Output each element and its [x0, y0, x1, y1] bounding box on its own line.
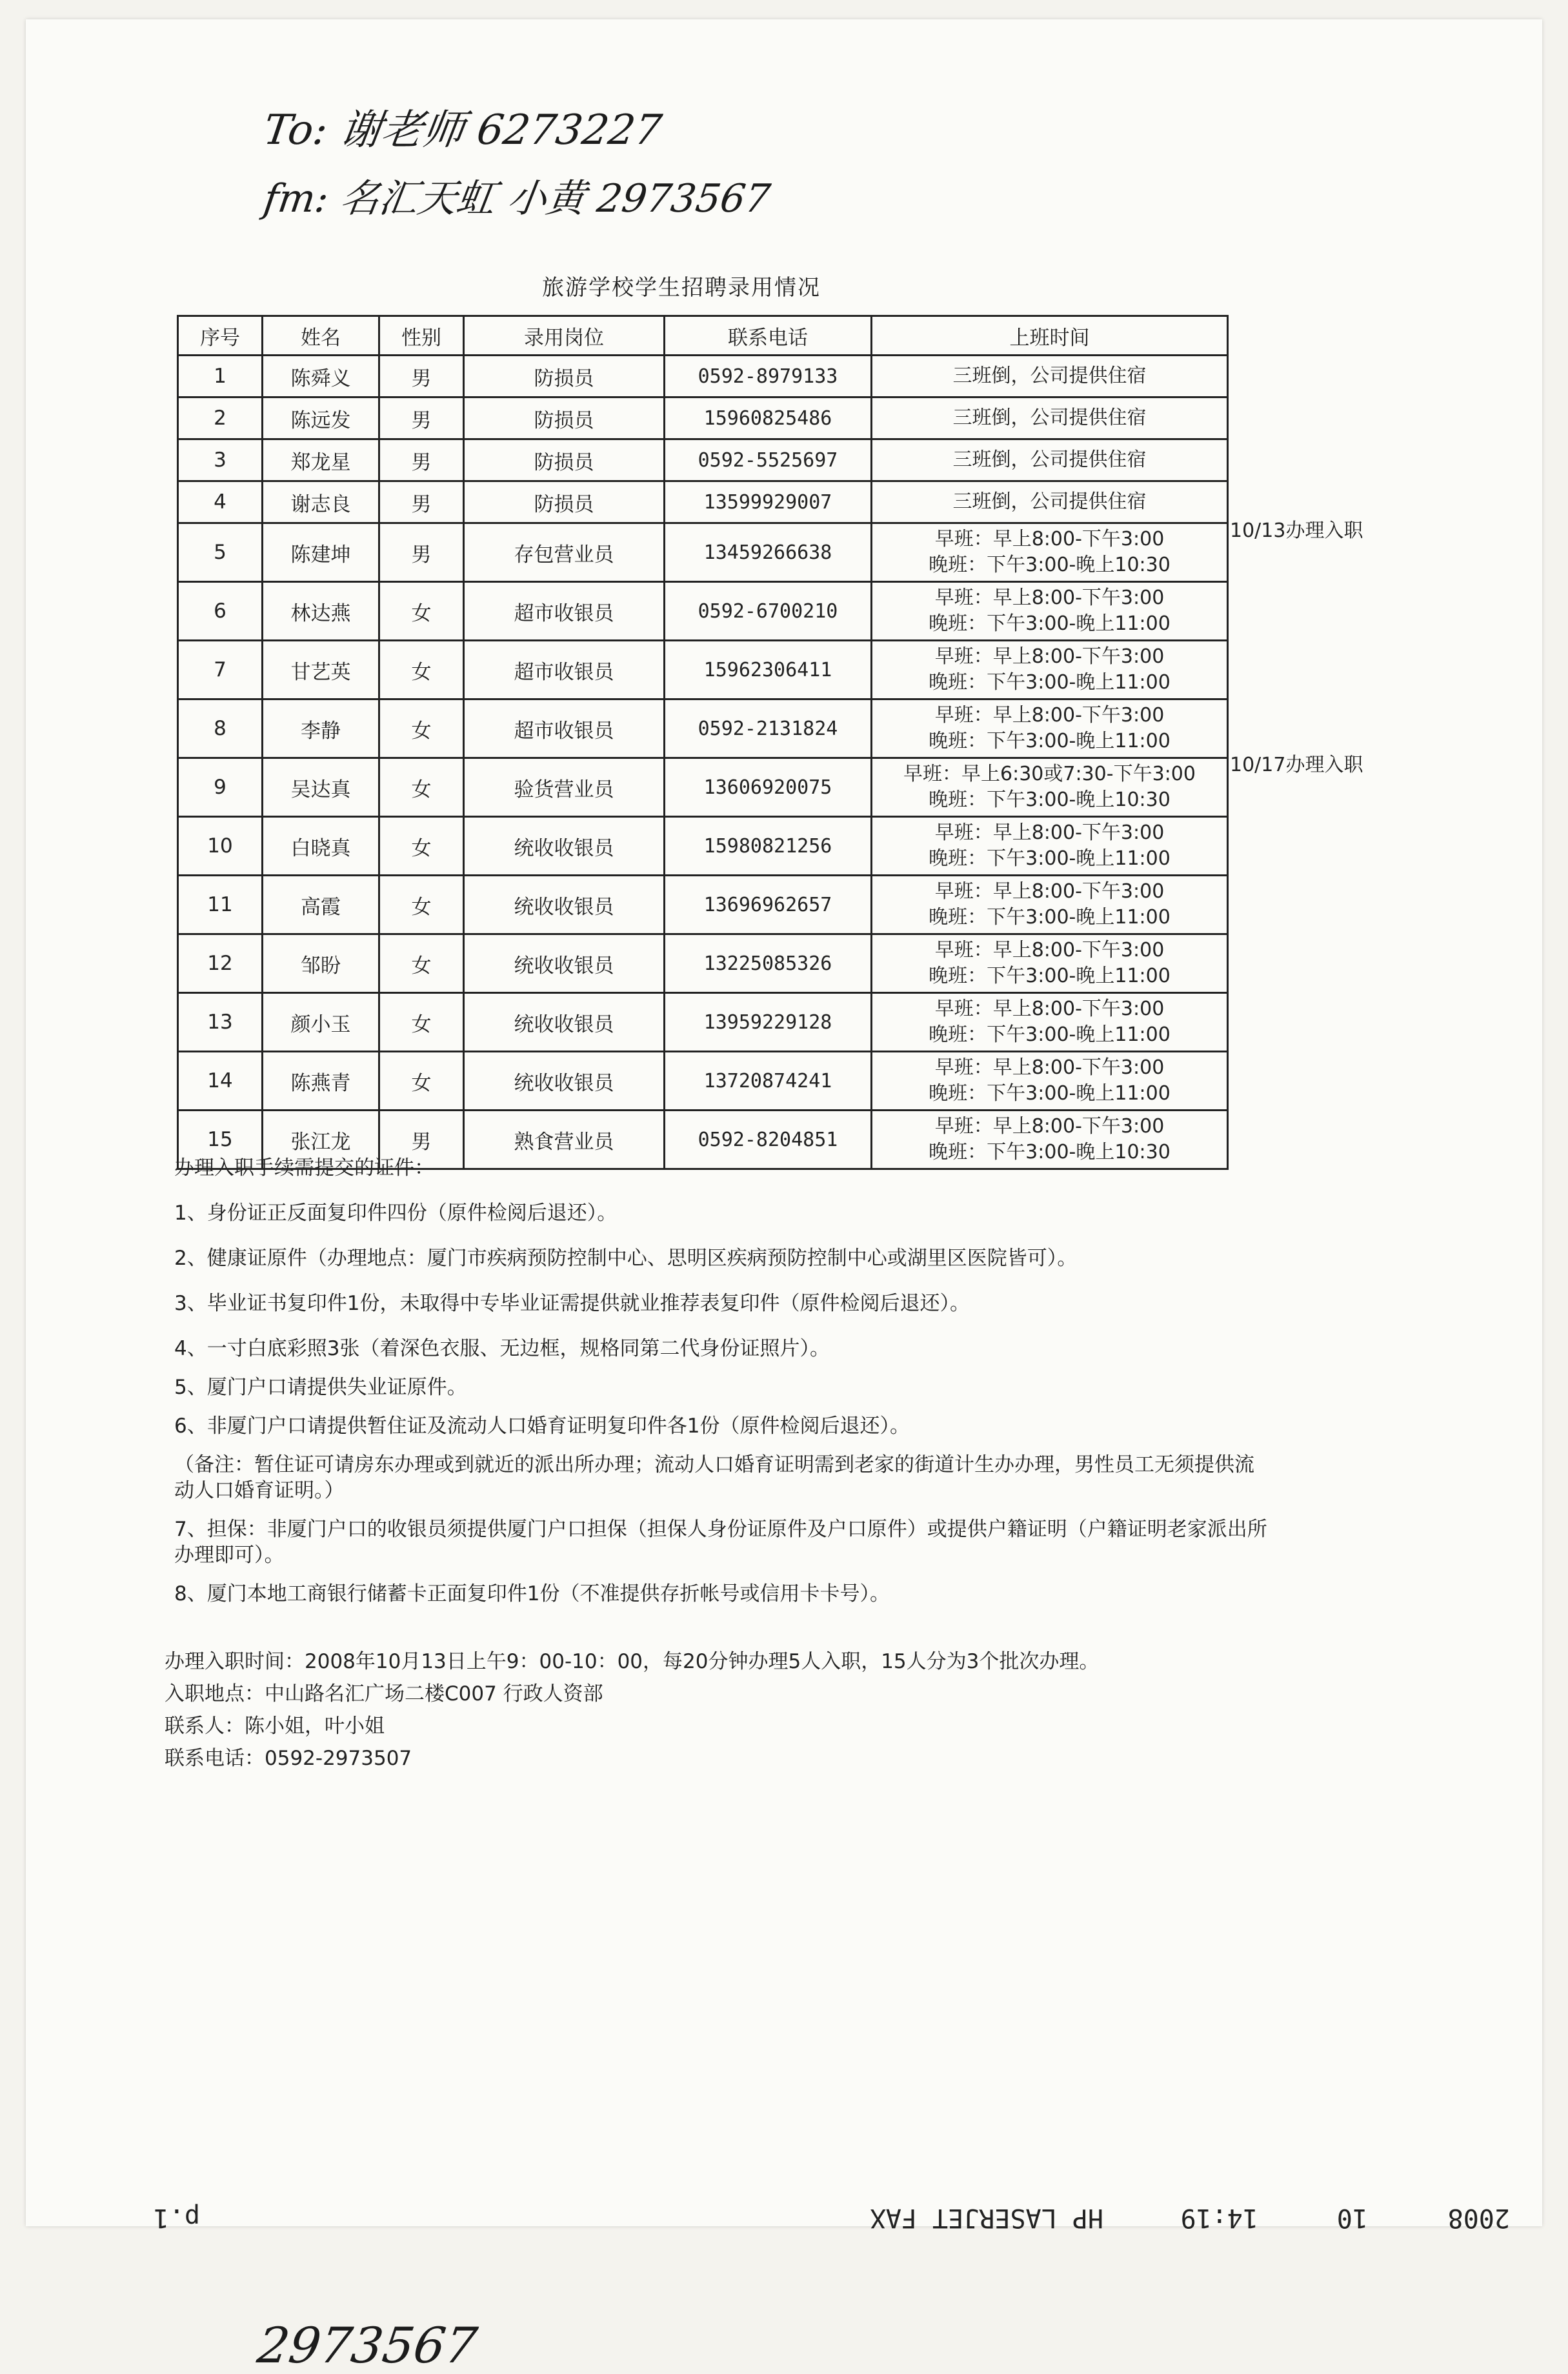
document-title: 旅游学校学生招聘录用情况: [542, 275, 821, 301]
cell-index: 11: [178, 876, 263, 934]
requirements-heading: 办理入职手续需提交的证件：: [174, 1156, 434, 1180]
cell-phone: 15960825486: [665, 397, 872, 439]
cell-index: 5: [178, 523, 263, 582]
cell-shift: 早班：早上8:00-下午3:00 晚班：下午3:00-晚上11:00: [872, 1052, 1228, 1111]
cell-position: 统收收银员: [464, 934, 665, 993]
fax-year: 2008: [1447, 2203, 1510, 2233]
requirement-item: 1、身份证正反面复印件四份（原件检阅后退还）。: [174, 1202, 618, 1225]
cell-phone: 13696962657: [665, 876, 872, 934]
cell-name: 陈燕青: [263, 1052, 379, 1111]
cell-position: 防损员: [464, 397, 665, 439]
cell-index: 4: [178, 481, 263, 523]
table-header-row: [178, 316, 1228, 356]
cell-gender: 女: [379, 817, 464, 876]
cell-index: 15: [178, 1111, 263, 1169]
cell-phone: 13959229128: [665, 993, 872, 1052]
header-name: 姓名: [263, 316, 379, 356]
cell-position: 统收收银员: [464, 817, 665, 876]
cell-gender: 男: [379, 356, 464, 397]
cell-index: 12: [178, 934, 263, 993]
header-shift: 上班时间: [872, 316, 1228, 356]
cell-shift: 早班：早上8:00-下午3:00 晚班：下午3:00-晚上11:00: [872, 582, 1228, 641]
cell-phone: 13720874241: [665, 1052, 872, 1111]
table-row: [178, 397, 1228, 439]
cell-name: 陈远发: [263, 397, 379, 439]
cell-phone: 0592-2131824: [665, 699, 872, 758]
cell-name: 张江龙: [263, 1111, 379, 1169]
cell-phone: 13599929007: [665, 481, 872, 523]
cell-index: 7: [178, 641, 263, 699]
table-row: [178, 582, 1228, 641]
cell-shift: 早班：早上8:00-下午3:00 晚班：下午3:00-晚上11:00: [872, 876, 1228, 934]
cell-phone: 0592-6700210: [665, 582, 872, 641]
requirement-item: 2、健康证原件（办理地点：厦门市疾病预防控制中心、思明区疾病预防控制中心或湖里区医院皆可）。: [174, 1247, 1078, 1270]
cell-name: 陈舜义: [263, 356, 379, 397]
cell-position: 防损员: [464, 439, 665, 481]
cell-position: 熟食营业员: [464, 1111, 665, 1169]
cell-name: 李静: [263, 699, 379, 758]
fax-time: 14:19: [1180, 2203, 1258, 2233]
requirement-item: 4、一寸白底彩照3张（着深色衣服、无边框，规格同第二代身份证照片）。: [174, 1337, 830, 1360]
table-row: [178, 934, 1228, 993]
cell-phone: 13459266638: [665, 523, 872, 582]
fax-footer: [90, 2194, 1510, 2233]
cell-name: 陈建坤: [263, 523, 379, 582]
handwritten-recipient: To: 谢老师 6273227: [260, 106, 665, 154]
cell-phone: 0592-5525697: [665, 439, 872, 481]
cell-gender: 女: [379, 993, 464, 1052]
cell-gender: 男: [379, 439, 464, 481]
requirement-note: （备注：暂住证可请房东办理或到就近的派出所办理；流动人口婚育证明需到老家的街道计生办办理，男性员工无须提供流动人口婚育证明。）: [174, 1453, 1254, 1502]
cell-position: 防损员: [464, 356, 665, 397]
cell-shift: 早班：早上8:00-下午3:00 晚班：下午3:00-晚上10:30: [872, 523, 1228, 582]
onboarding-phone: 联系电话：0592-2973507: [165, 1747, 412, 1770]
cell-shift: 早班：早上8:00-下午3:00 晚班：下午3:00-晚上10:30: [872, 1111, 1228, 1169]
table-body: [178, 356, 1228, 1169]
cell-shift: 早班：早上6:30或7:30-下午3:00 晚班：下午3:00-晚上10:30: [872, 758, 1228, 817]
cell-gender: 男: [379, 481, 464, 523]
header-position: 录用岗位: [464, 316, 665, 356]
onboarding-contact: 联系人：陈小姐，叶小姐: [165, 1715, 385, 1738]
header-gender: 性别: [379, 316, 464, 356]
cell-position: 验货营业员: [464, 758, 665, 817]
cell-gender: 男: [379, 397, 464, 439]
requirement-item: 5、厦门户口请提供失业证原件。: [174, 1376, 467, 1399]
cell-gender: 女: [379, 934, 464, 993]
requirement-item: 3、毕业证书复印件1份，未取得中专毕业证需提供就业推荐表复印件（原件检阅后退还）。: [174, 1292, 970, 1315]
cell-shift: 早班：早上8:00-下午3:00 晚班：下午3:00-晚上11:00: [872, 993, 1228, 1052]
cell-position: 统收收银员: [464, 993, 665, 1052]
cell-shift: 三班倒，公司提供住宿: [872, 397, 1228, 439]
fax-page: [26, 19, 1542, 2374]
cell-position: 超市收银员: [464, 699, 665, 758]
cell-position: 统收收银员: [464, 1052, 665, 1111]
cell-gender: 女: [379, 1052, 464, 1111]
cell-shift: 三班倒，公司提供住宿: [872, 481, 1228, 523]
cell-position: 防损员: [464, 481, 665, 523]
cell-position: 统收收银员: [464, 876, 665, 934]
table-row: [178, 817, 1228, 876]
requirement-item: 7、担保：非厦门户口的收银员须提供厦门户口担保（担保人身份证原件及户口原件）或提供户籍证明（户籍证明老家派出所办理即可）。: [174, 1518, 1267, 1567]
fax-date: 10: [1336, 2203, 1368, 2233]
cell-name: 白晓真: [263, 817, 379, 876]
cell-index: 3: [178, 439, 263, 481]
cell-gender: 女: [379, 876, 464, 934]
cell-index: 9: [178, 758, 263, 817]
cell-gender: 男: [379, 1111, 464, 1169]
onboarding-time: 办理入职时间：2008年10月13日上午9：00-10：00，每20分钟办理5人入职，15人分为3个批次办理。: [165, 1650, 1100, 1673]
requirement-item: 8、厦门本地工商银行储蓄卡正面复印件1份（不准提供存折帐号或信用卡卡号）。: [174, 1582, 890, 1605]
cell-phone: 13225085326: [665, 934, 872, 993]
cell-shift: 三班倒，公司提供住宿: [872, 439, 1228, 481]
cell-shift: 早班：早上8:00-下午3:00 晚班：下午3:00-晚上11:00: [872, 641, 1228, 699]
onboarding-location: 入职地点：中山路名汇广场二楼C007 行政人资部: [165, 1682, 603, 1705]
table-row: [178, 356, 1228, 397]
requirement-item: 6、非厦门户口请提供暂住证及流动人口婚育证明复印件各1份（原件检阅后退还）。: [174, 1414, 910, 1438]
cell-gender: 女: [379, 582, 464, 641]
cell-shift: 早班：早上8:00-下午3:00 晚班：下午3:00-晚上11:00: [872, 934, 1228, 993]
cell-index: 10: [178, 817, 263, 876]
cell-position: 超市收银员: [464, 641, 665, 699]
cell-phone: 13606920075: [665, 758, 872, 817]
cell-name: 邹盼: [263, 934, 379, 993]
cell-name: 甘艺英: [263, 641, 379, 699]
header-index: 序号: [178, 316, 263, 356]
cell-index: 8: [178, 699, 263, 758]
table-row: [178, 758, 1228, 817]
cell-name: 高霞: [263, 876, 379, 934]
cell-index: 13: [178, 993, 263, 1052]
fax-page-number: p.1: [153, 2203, 200, 2233]
cell-index: 14: [178, 1052, 263, 1111]
table-row: [178, 481, 1228, 523]
header-phone: 联系电话: [665, 316, 872, 356]
table-row: [178, 641, 1228, 699]
table-row: [178, 523, 1228, 582]
handwritten-sender: fm: 名汇天虹 小黄 2973567: [261, 176, 773, 221]
cell-position: 存包营业员: [464, 523, 665, 582]
cell-name: 颜小玉: [263, 993, 379, 1052]
side-note-row-9: 10/17办理入职: [1230, 754, 1363, 776]
handwritten-number: 2973567: [254, 2317, 481, 2374]
table-row: [178, 699, 1228, 758]
side-note-row-5: 10/13办理入职: [1230, 519, 1363, 542]
cell-index: 2: [178, 397, 263, 439]
cell-gender: 男: [379, 523, 464, 582]
cell-phone: 15962306411: [665, 641, 872, 699]
requirements-section: [174, 1155, 1271, 1626]
cell-name: 郑龙星: [263, 439, 379, 481]
cell-shift: 三班倒，公司提供住宿: [872, 356, 1228, 397]
cell-name: 谢志良: [263, 481, 379, 523]
table-row: [178, 1052, 1228, 1111]
cell-gender: 女: [379, 641, 464, 699]
cell-shift: 早班：早上8:00-下午3:00 晚班：下午3:00-晚上11:00: [872, 817, 1228, 876]
cell-gender: 女: [379, 758, 464, 817]
cell-name: 林达燕: [263, 582, 379, 641]
table-row: [178, 876, 1228, 934]
table-row: [178, 993, 1228, 1052]
cell-position: 超市收银员: [464, 582, 665, 641]
cell-name: 吴达真: [263, 758, 379, 817]
cell-phone: 15980821256: [665, 817, 872, 876]
cell-phone: 0592-8204851: [665, 1111, 872, 1169]
cell-phone: 0592-8979133: [665, 356, 872, 397]
onboarding-info: [165, 1645, 1391, 1775]
table-row: [178, 439, 1228, 481]
fax-machine: HP LASERJET FAX: [870, 2203, 1103, 2233]
cell-index: 6: [178, 582, 263, 641]
cell-gender: 女: [379, 699, 464, 758]
cell-shift: 早班：早上8:00-下午3:00 晚班：下午3:00-晚上11:00: [872, 699, 1228, 758]
cell-index: 1: [178, 356, 263, 397]
recruitment-table: [177, 315, 1229, 1170]
